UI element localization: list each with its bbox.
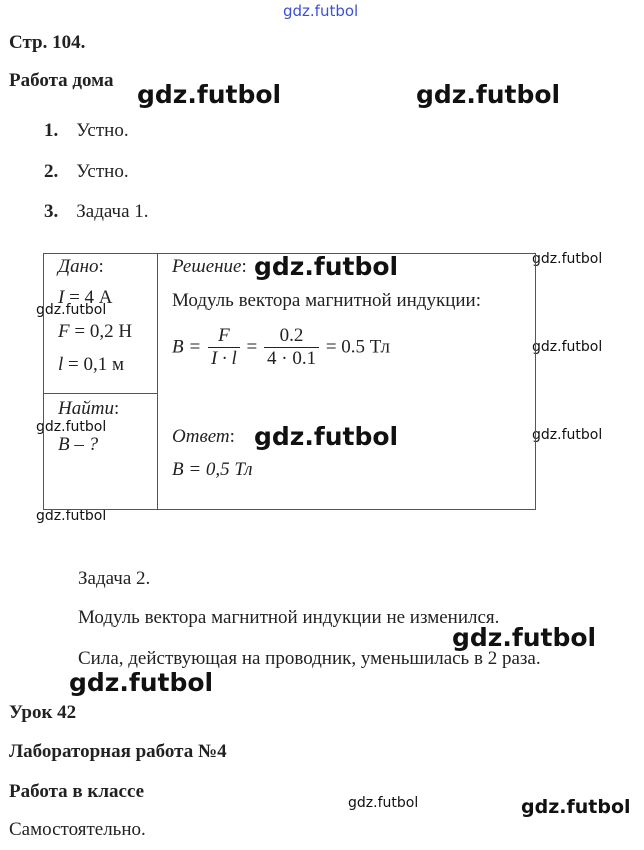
watermark: gdz.futbol <box>452 623 597 652</box>
watermark: gdz.futbol <box>532 251 603 267</box>
page-number-heading: Стр. 104. <box>9 32 86 53</box>
watermark: gdz.futbol <box>521 796 631 818</box>
item-number: 2. <box>44 161 59 182</box>
item-number: 1. <box>44 120 59 141</box>
homework-heading: Работа дома <box>9 70 114 91</box>
table-divider <box>157 253 158 510</box>
find-label: Найти: <box>58 398 120 419</box>
watermark: gdz.futbol <box>532 427 603 443</box>
watermark: gdz.futbol <box>36 419 107 435</box>
watermark: gdz.futbol <box>348 795 419 811</box>
classwork-text: Самостоятельно. <box>9 819 146 840</box>
formula: B = $\frac{F}{I \cdot l}$ = $\frac{0.2}{4 \cdot 0.1}$ = 0.5 Тл <box>172 325 390 369</box>
watermark: gdz.futbol <box>36 302 107 318</box>
given-length: l = 0,1 м <box>58 354 125 375</box>
fraction: $\frac{F}{I \cdot l}$ <box>208 325 240 370</box>
watermark: gdz.futbol <box>137 80 282 109</box>
answer-label: Ответ: <box>172 426 235 447</box>
task2-title: Задача 2. <box>78 568 151 589</box>
list-item <box>44 201 149 223</box>
watermark: gdz.futbol <box>532 339 603 355</box>
task2-line: Модуль вектора магнитной индукции не изменился. <box>78 607 500 628</box>
solution-label: Решение: <box>172 256 247 277</box>
watermark: gdz.futbol <box>254 422 399 451</box>
item-text: Устно. <box>76 161 129 182</box>
list-item <box>44 120 129 142</box>
item-text: Устно. <box>76 120 129 141</box>
fraction: $\frac{0.2}{4 \cdot 0.1}$ <box>264 325 319 370</box>
task2-line: Сила, действующая на проводник, уменьшилась в 2 раза. <box>78 648 541 669</box>
lesson-heading: Урок 42 <box>9 702 77 723</box>
given-current: I = 4 А <box>58 287 113 308</box>
formula-lhs: B = <box>172 336 202 358</box>
watermark: gdz.futbol <box>36 508 107 524</box>
formula-result: = 0.5 Тл <box>325 336 390 358</box>
list-item <box>44 161 129 183</box>
given-label: Дано: <box>58 256 104 277</box>
given-force: F = 0,2 Н <box>58 321 133 342</box>
solution-text: Модуль вектора магнитной индукции: <box>172 290 481 311</box>
table-divider <box>43 393 158 394</box>
watermark: gdz.futbol <box>69 668 214 697</box>
item-text: Задача 1. <box>76 201 149 222</box>
watermark: gdz.futbol <box>283 2 359 20</box>
watermark: gdz.futbol <box>416 80 561 109</box>
find-value: B – ? <box>58 434 99 455</box>
item-number: 3. <box>44 201 59 222</box>
lab-heading: Лабораторная работа №4 <box>9 741 227 762</box>
classwork-heading: Работа в классе <box>9 781 145 802</box>
watermark: gdz.futbol <box>254 252 399 281</box>
answer-value: B = 0,5 Тл <box>172 459 253 480</box>
